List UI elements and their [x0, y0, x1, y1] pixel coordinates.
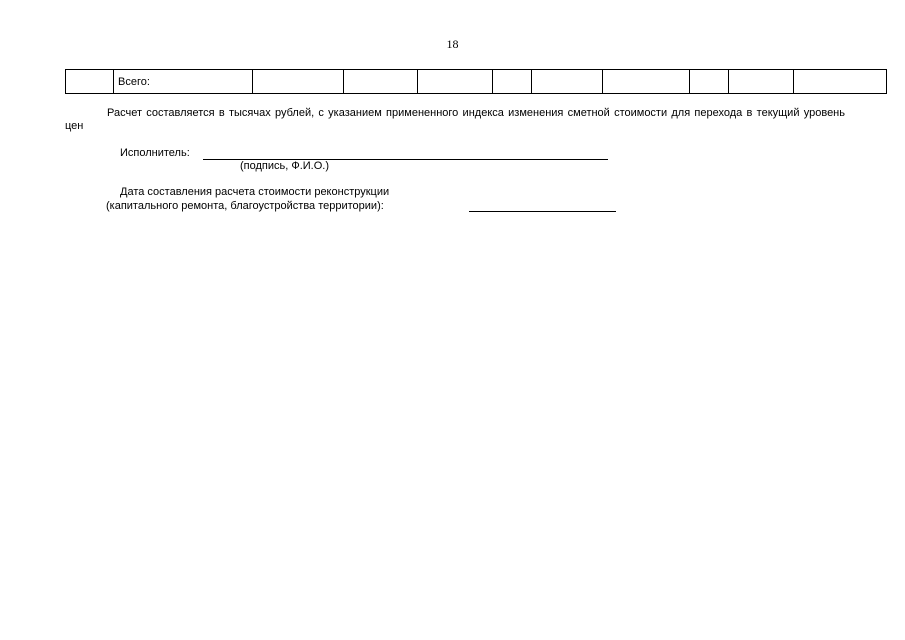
table-cell: [66, 70, 114, 94]
table-cell: [532, 70, 603, 94]
table-row: [66, 70, 887, 94]
table-cell: [344, 70, 418, 94]
date-label-line1: Дата составления расчета стоимости реконструкции: [120, 186, 390, 198]
executor-signature-caption: (подпись, Ф.И.О.): [240, 160, 330, 172]
table-cell: [493, 70, 532, 94]
table-cell: [418, 70, 493, 94]
total-label-cell: Всего:: [114, 70, 253, 94]
table-cell: [253, 70, 344, 94]
table-cell: [690, 70, 729, 94]
totals-table: [65, 69, 887, 94]
page-number: 18: [446, 37, 459, 51]
date-blank-line: [469, 211, 616, 212]
executor-label: Исполнитель:: [120, 147, 190, 159]
table-cell: [603, 70, 690, 94]
table-cell: [729, 70, 794, 94]
calculation-note: Расчет составляется в тысячах рублей, с указанием примененного индекса изменения сметной стоимости для перехода в текущий уровень цен: [65, 107, 845, 132]
date-label-line2: (капитального ремонта, благоустройства территории):: [106, 200, 384, 212]
table-cell: [794, 70, 887, 94]
